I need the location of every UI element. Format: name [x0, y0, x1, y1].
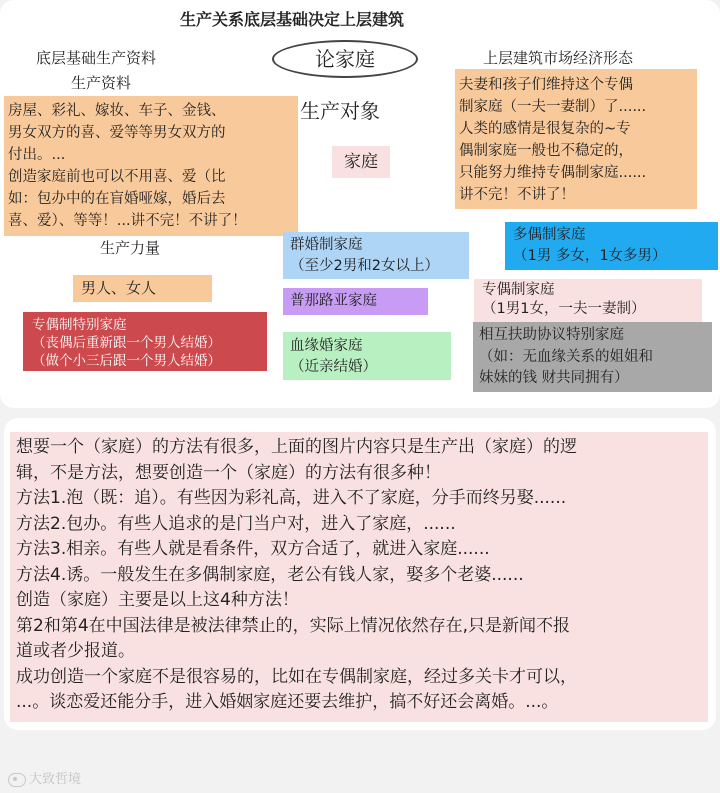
special-monogamy-box	[23, 312, 267, 371]
monogamy-note: （1男1女，一夫一妻制）	[482, 301, 646, 317]
text-line: 方法2.包办。有些人追求的是门当户对，进入了家庭，......	[16, 513, 456, 534]
production-material-line: 房屋、彩礼、嫁妆、车子、金钱、	[8, 103, 226, 119]
production-material-line: 如：包办中的在盲婚哑嫁，婚后去	[8, 191, 226, 207]
family-box: 家庭	[332, 146, 390, 178]
text-line: 创造（家庭）主要是以上这4种方法！	[16, 590, 299, 610]
text-line: 辑，不是方法，想要创造一个（家庭）的方法有很多种！	[16, 462, 441, 483]
upper-structure-line: 制家庭（一夫一妻制）了......	[459, 99, 647, 115]
mutual-aid-line: 妹妹的钱 财共同拥有）	[479, 370, 629, 386]
diagram-title: 生产关系底层基础决定上层建筑	[180, 10, 405, 29]
consanguine-box	[283, 332, 451, 380]
monogamy-title: 专偶制家庭	[482, 282, 555, 298]
monogamy-box	[474, 279, 702, 322]
group-marriage-box	[283, 232, 469, 279]
upper-structure-line: 人类的感情是很复杂的~专	[459, 121, 631, 137]
production-material-box	[4, 96, 298, 236]
text-line: 想要一个（家庭）的方法有很多，上面的图片内容只是生产出（家庭）的逻	[16, 437, 577, 457]
consanguine-note: （近亲结婚）	[290, 359, 377, 375]
production-material-line: 创造家庭前也可以不用喜、爱（比	[8, 169, 226, 185]
left-header: 底层基础生产资料	[36, 49, 157, 67]
polygamy-box	[505, 222, 718, 270]
special-monogamy-line: （做个小三后跟一个男人结婚）	[32, 353, 221, 369]
production-material-line: 喜、爱）、等等！...讲不完！不讲了！	[8, 213, 247, 229]
text-line: 第2和第4在中国法律是被法律禁止的，实际上情况依然存在,只是新闻不报	[16, 615, 571, 636]
text-card	[4, 418, 716, 730]
consanguine-title: 血缘婚家庭	[290, 338, 363, 354]
text-line: 成功创造一个家庭不是很容易的，比如在专偶制家庭，经过多关卡才可以，	[16, 666, 577, 687]
upper-structure-line: 偶制家庭一般也不稳定的，	[459, 143, 633, 159]
watermark-text: 大致哲境	[29, 772, 82, 787]
production-object-label: 生产对象	[300, 99, 380, 123]
upper-structure-line: 只能努力维持专偶制家庭......	[459, 165, 647, 181]
punaluan-box: 普那路亚家庭	[283, 288, 428, 315]
productive-force-label: 生产力量	[100, 239, 161, 257]
methods-text-panel	[10, 432, 708, 722]
right-header: 上层建筑市场经济形态	[483, 49, 634, 67]
polygamy-title: 多偶制家庭	[513, 227, 586, 243]
productive-force-box: 男人、女人	[73, 275, 212, 302]
production-material-line: 男女双方的喜、爱等等男女双方的	[8, 125, 226, 141]
polygamy-note: （1男 多女，1女多男）	[513, 248, 667, 264]
special-monogamy-line: （丧偶后重新跟一个男人结婚）	[32, 335, 221, 351]
text-line: ...。谈恋爱还能分手，进入婚姻家庭还要去维护，搞不好还会离婚。...。	[16, 692, 559, 712]
production-material-label: 生产资料	[71, 74, 132, 92]
special-monogamy-title: 专偶制特别家庭	[32, 317, 127, 333]
group-marriage-title: 群婚制家庭	[290, 237, 363, 253]
text-line: 道或者少报道。	[16, 641, 135, 661]
mutual-aid-box	[473, 322, 712, 392]
center-oval: 论家庭	[272, 40, 418, 78]
mutual-aid-line: （如：无血缘关系的姐姐和	[479, 348, 653, 365]
group-marriage-note: （至少2男和2女以上）	[290, 258, 439, 274]
text-line: 方法3.相亲。有些人就是看条件，双方合适了，就进入家庭......	[16, 539, 490, 559]
production-material-line: 付出。...	[8, 147, 66, 163]
watermark	[8, 768, 81, 787]
text-line: 方法1.泡（既：追）。有些因为彩礼高，进入不了家庭，分手而终另娶......	[16, 488, 567, 508]
watermark-icon	[8, 773, 26, 787]
upper-structure-line: 夫妻和孩子们维持这个专偶	[459, 77, 633, 93]
mutual-aid-title: 相互扶助协议特别家庭	[479, 327, 624, 343]
upper-structure-box	[455, 69, 697, 209]
text-line: 方法4.诱。一般发生在多偶制家庭，老公有钱人家，娶多个老婆......	[16, 564, 524, 585]
upper-structure-line: 讲不完！不讲了！	[459, 187, 575, 203]
